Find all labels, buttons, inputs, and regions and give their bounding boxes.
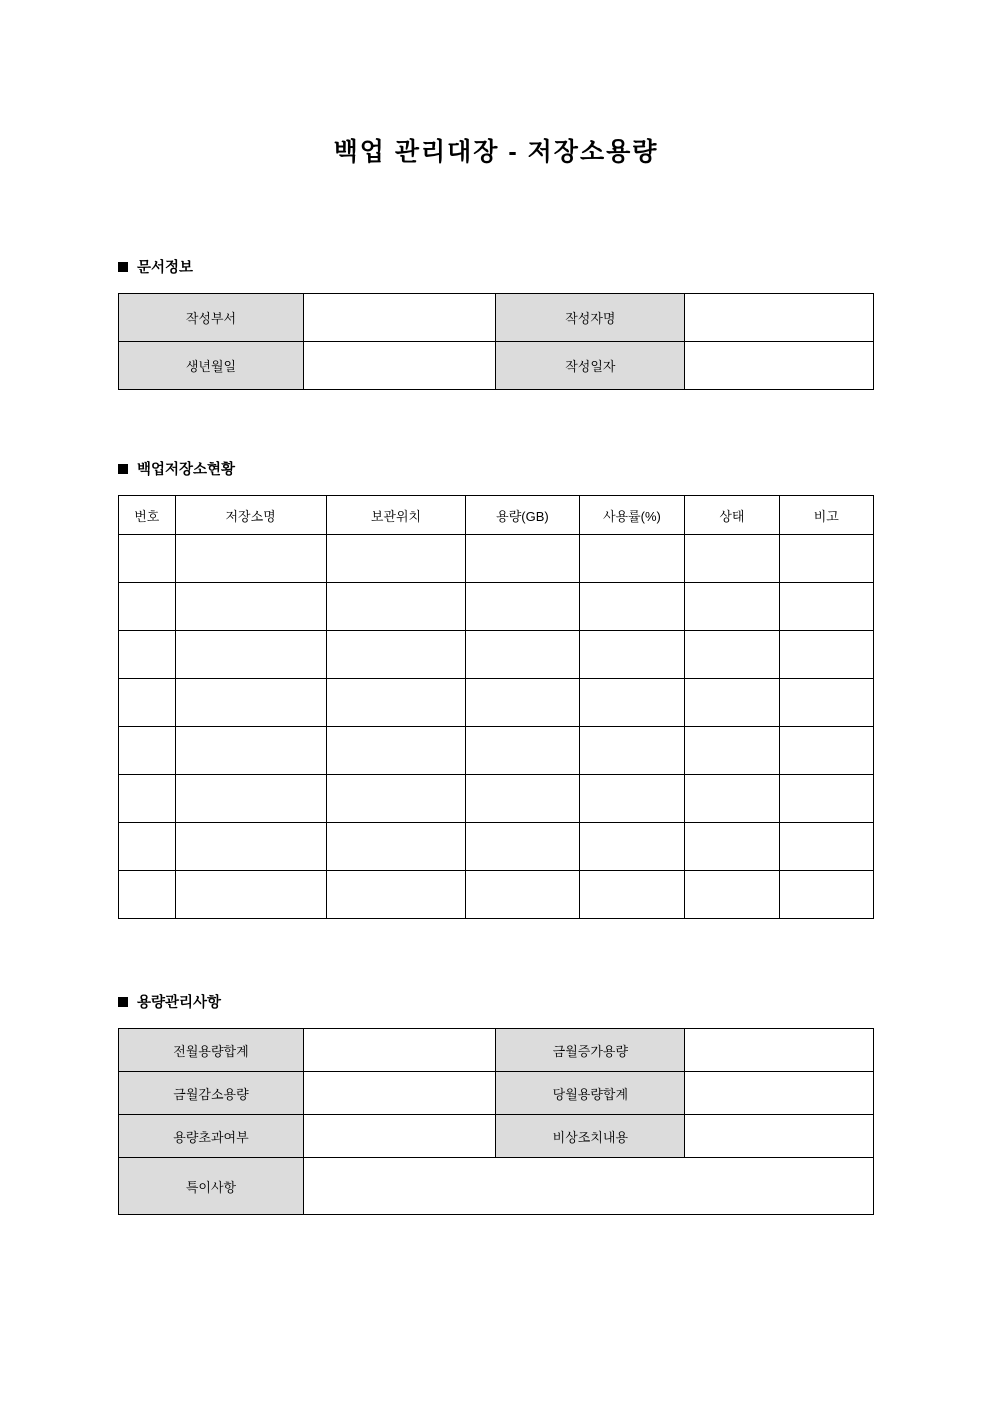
cell-usage-rate[interactable] — [579, 727, 685, 775]
cell-status[interactable] — [685, 631, 779, 679]
cell-no[interactable] — [119, 871, 176, 919]
table-row — [119, 583, 874, 631]
cell-status[interactable] — [685, 583, 779, 631]
cell-location[interactable] — [326, 679, 466, 727]
table-row — [119, 871, 874, 919]
cell-no[interactable] — [119, 775, 176, 823]
cell-capacity[interactable] — [466, 679, 579, 727]
column-header-storage-name: 저장소명 — [175, 496, 326, 535]
cell-storage-name[interactable] — [175, 871, 326, 919]
capacity-label-notes: 특이사항 — [119, 1158, 304, 1215]
cell-storage-name[interactable] — [175, 535, 326, 583]
table-row — [119, 631, 874, 679]
cell-status[interactable] — [685, 823, 779, 871]
table-row — [119, 1029, 874, 1072]
cell-remarks[interactable] — [779, 871, 873, 919]
column-header-no: 번호 — [119, 496, 176, 535]
cell-status[interactable] — [685, 535, 779, 583]
cell-remarks[interactable] — [779, 823, 873, 871]
cell-no[interactable] — [119, 583, 176, 631]
capacity-value-over-limit[interactable] — [303, 1115, 496, 1158]
cell-status[interactable] — [685, 727, 779, 775]
table-row — [119, 727, 874, 775]
info-value-writedate[interactable] — [685, 342, 874, 390]
cell-storage-name[interactable] — [175, 679, 326, 727]
cell-usage-rate[interactable] — [579, 583, 685, 631]
section-heading-info-label: 문서정보 — [137, 260, 194, 276]
cell-location[interactable] — [326, 775, 466, 823]
cell-remarks[interactable] — [779, 583, 873, 631]
capacity-value-month-total[interactable] — [685, 1072, 874, 1115]
cell-capacity[interactable] — [466, 535, 579, 583]
cell-status[interactable] — [685, 871, 779, 919]
info-value-birthdate[interactable] — [303, 342, 496, 390]
info-value-author[interactable] — [685, 294, 874, 342]
column-header-usage-rate: 사용률(%) — [579, 496, 685, 535]
cell-capacity[interactable] — [466, 775, 579, 823]
cell-status[interactable] — [685, 679, 779, 727]
cell-location[interactable] — [326, 631, 466, 679]
cell-location[interactable] — [326, 535, 466, 583]
column-header-location: 보관위치 — [326, 496, 466, 535]
cell-remarks[interactable] — [779, 775, 873, 823]
cell-capacity[interactable] — [466, 823, 579, 871]
table-row — [119, 1115, 874, 1158]
capacity-label-decrease: 금월감소용량 — [119, 1072, 304, 1115]
capacity-management-table — [118, 1028, 874, 1215]
capacity-label-increase: 금월증가용량 — [496, 1029, 685, 1072]
cell-usage-rate[interactable] — [579, 631, 685, 679]
cell-no[interactable] — [119, 823, 176, 871]
table-row — [119, 1158, 874, 1215]
capacity-value-emergency-action[interactable] — [685, 1115, 874, 1158]
capacity-value-increase[interactable] — [685, 1029, 874, 1072]
capacity-value-prev-total[interactable] — [303, 1029, 496, 1072]
column-header-remarks: 비고 — [779, 496, 873, 535]
document-info-table — [118, 293, 874, 390]
square-bullet-icon — [118, 262, 128, 272]
info-label-department: 작성부서 — [119, 294, 304, 342]
table-header-row — [119, 496, 874, 535]
cell-remarks[interactable] — [779, 631, 873, 679]
square-bullet-icon — [118, 464, 128, 474]
section-heading-storage — [118, 458, 874, 479]
cell-storage-name[interactable] — [175, 583, 326, 631]
section-heading-capacity-label: 용량관리사항 — [137, 995, 222, 1011]
cell-status[interactable] — [685, 775, 779, 823]
info-label-birthdate: 생년월일 — [119, 342, 304, 390]
cell-usage-rate[interactable] — [579, 679, 685, 727]
cell-no[interactable] — [119, 679, 176, 727]
cell-location[interactable] — [326, 727, 466, 775]
cell-storage-name[interactable] — [175, 775, 326, 823]
column-header-capacity: 용량(GB) — [466, 496, 579, 535]
table-row — [119, 775, 874, 823]
cell-storage-name[interactable] — [175, 631, 326, 679]
cell-location[interactable] — [326, 871, 466, 919]
cell-remarks[interactable] — [779, 727, 873, 775]
capacity-label-month-total: 당월용량합계 — [496, 1072, 685, 1115]
cell-usage-rate[interactable] — [579, 775, 685, 823]
cell-capacity[interactable] — [466, 871, 579, 919]
cell-remarks[interactable] — [779, 679, 873, 727]
table-row — [119, 294, 874, 342]
capacity-value-decrease[interactable] — [303, 1072, 496, 1115]
cell-no[interactable] — [119, 535, 176, 583]
cell-usage-rate[interactable] — [579, 823, 685, 871]
backup-storage-table — [118, 495, 874, 919]
cell-usage-rate[interactable] — [579, 535, 685, 583]
table-row — [119, 823, 874, 871]
cell-storage-name[interactable] — [175, 823, 326, 871]
table-row — [119, 1072, 874, 1115]
cell-location[interactable] — [326, 583, 466, 631]
info-label-writedate: 작성일자 — [496, 342, 685, 390]
section-heading-info — [118, 256, 874, 277]
capacity-label-prev-total: 전월용량합계 — [119, 1029, 304, 1072]
cell-remarks[interactable] — [779, 535, 873, 583]
page-title: 백업 관리대장 - 저장소용량 — [333, 138, 659, 166]
info-label-author: 작성자명 — [496, 294, 685, 342]
cell-capacity[interactable] — [466, 631, 579, 679]
cell-location[interactable] — [326, 823, 466, 871]
capacity-label-over-limit: 용량초과여부 — [119, 1115, 304, 1158]
capacity-label-emergency-action: 비상조치내용 — [496, 1115, 685, 1158]
section-heading-capacity — [118, 991, 874, 1012]
section-heading-storage-label: 백업저장소현황 — [137, 462, 236, 478]
cell-capacity[interactable] — [466, 583, 579, 631]
capacity-value-notes[interactable] — [303, 1158, 873, 1215]
table-row — [119, 342, 874, 390]
table-row — [119, 535, 874, 583]
cell-no[interactable] — [119, 727, 176, 775]
square-bullet-icon — [118, 997, 128, 1007]
table-row — [119, 679, 874, 727]
cell-capacity[interactable] — [466, 727, 579, 775]
cell-no[interactable] — [119, 631, 176, 679]
column-header-status: 상태 — [685, 496, 779, 535]
cell-usage-rate[interactable] — [579, 871, 685, 919]
cell-storage-name[interactable] — [175, 727, 326, 775]
info-value-department[interactable] — [303, 294, 496, 342]
